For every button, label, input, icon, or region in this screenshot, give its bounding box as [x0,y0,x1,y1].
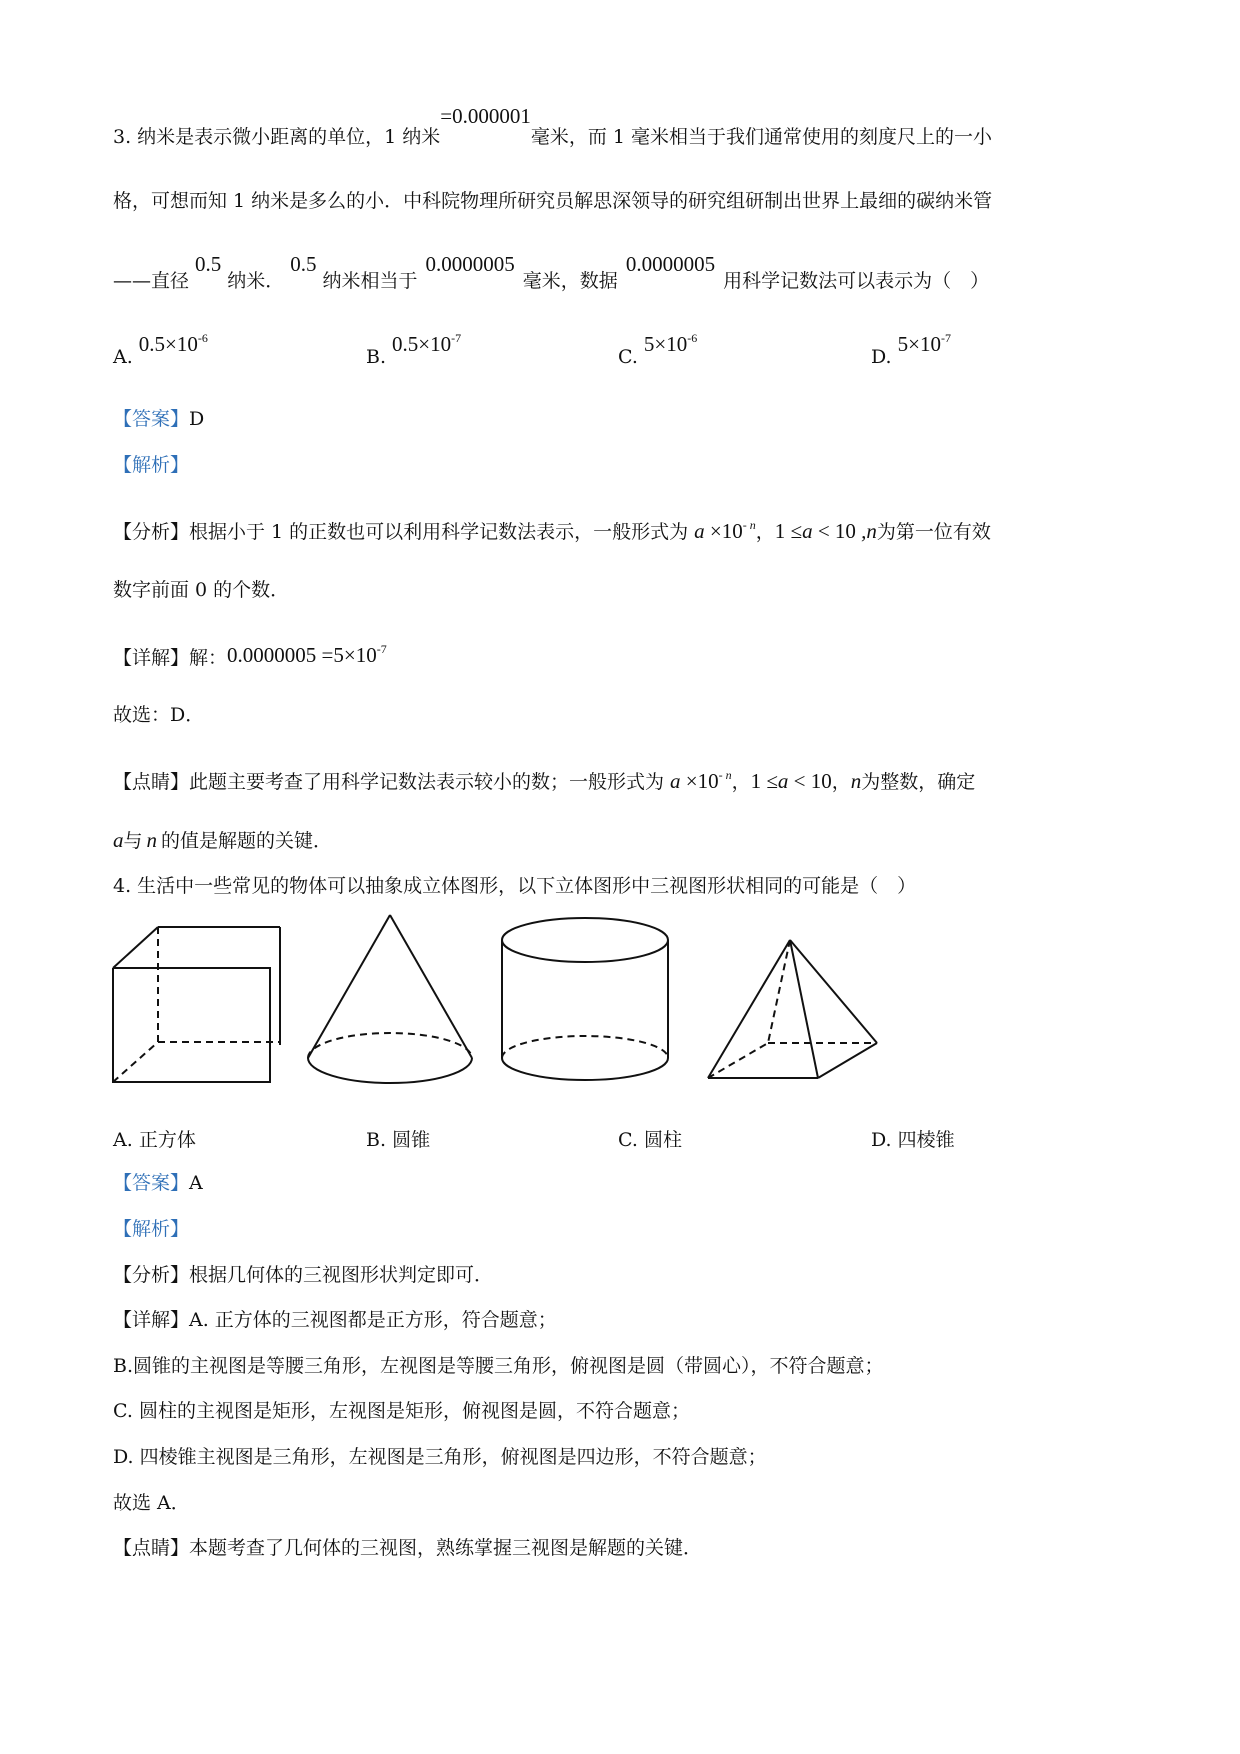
q4-option-b [366,1125,430,1152]
q3-text: 纳米相当于 [322,270,418,292]
xiangjie-math: $0.0000005 =5\times 10^{-7}$ [227,642,387,667]
q4-line-b: B.圆锥的主视图是等腰三角形，左视图是等腰三角形，俯视图是圆（带圆心），不符合题意； [113,1355,884,1377]
separator: ， [731,771,751,793]
q3-xiangjie [113,638,387,671]
cone-figure [300,910,480,1090]
q3-line-1 [113,104,993,150]
option-value: $0.5\times 10^{-6}$ [138,331,208,356]
q4-option-c [618,1125,682,1152]
q3-option-b [366,331,462,369]
var-n: n [850,769,862,793]
power-term: $\times 10^{- n}$ [680,768,732,793]
separator: ， [755,521,775,543]
fenxi-text: 【分析】根据小于 1 的正数也可以利用科学记数法表示，一般形式为 [113,521,689,543]
option-letter: C. [618,346,638,368]
q4-dianjing: 【点睛】本题考查了几何体的三视图，熟练掌握三视图是解题的关键． [113,1537,703,1559]
q4-option-a [113,1125,196,1152]
q3-dianjing-line-2 [113,827,332,854]
option-letter: D. [871,346,892,368]
q3-fenxi-line-1 [113,512,991,545]
q3-text: 用科学记数法可以表示为（ ） [723,270,990,292]
dianjing-text: 为整数，确定 [861,771,976,793]
answer-value: A [189,1172,203,1194]
dianjing-text: 与 [123,830,143,852]
q3-math-diameter-2: 0.5 [290,252,317,276]
q3-line-3 [113,252,990,294]
var-a: a [694,519,705,543]
xiangjie-text: 【详解】解： [113,647,228,669]
option-value: $0.5\times 10^{-7}$ [392,331,462,356]
q4-xiangjie: 【详解】A. 正方体的三视图都是正方形，符合题意； [113,1309,557,1331]
q3-text: 3. 纳米是表示微小距离的单位，1 纳米 [113,126,441,148]
q4-line-d: D. 四棱锥主视图是三角形，左视图是三角形，俯视图是四边形，不符合题意； [113,1446,767,1468]
option-value: $5\times 10^{-6}$ [643,331,698,356]
ineq-left: 1 ≤ [750,769,778,793]
q4-line-c: C. 圆柱的主视图是矩形，左视图是矩形，俯视图是圆，不符合题意； [113,1400,690,1422]
option-text: 圆锥 [392,1129,431,1151]
cylinder-figure [495,910,675,1090]
q3-option-a [113,331,208,369]
fenxi-text: 为第一位有效 [876,521,991,543]
q3-guxuan: 故选：D． [113,704,205,726]
dianjing-text: 【点睛】此题主要考查了用科学记数法表示较小的数；一般形式为 [113,771,665,793]
option-text: 四棱锥 [897,1129,955,1151]
ineq-right: < 10 [788,769,832,793]
var-n: n [146,828,158,852]
answer-label: 【答案】 [113,408,190,430]
q4-option-d [871,1125,955,1152]
answer-value: D [189,408,205,430]
q3-math-data: 0.0000005 [625,252,716,276]
dianjing-text: 的值是解题的关键． [161,830,333,852]
option-letter: A. [113,346,133,368]
option-text: 正方体 [138,1129,196,1151]
q3-math-value: =0.000001 [440,104,531,128]
var-a: a [113,828,124,852]
q3-line-2: 格，可想而知 1 纳米是多么的小．中科院物理所研究员解思深领导的研究组研制出世界上最细的碳纳米管 [113,190,993,212]
option-value: $5\times 10^{-7}$ [897,331,951,356]
var-a: a [777,769,789,793]
option-letter: A. [113,1129,133,1151]
pyramid-figure [700,930,890,1090]
option-letter: B. [366,1129,387,1151]
option-text: 圆柱 [643,1129,682,1151]
q3-dianjing-line-1 [113,762,975,795]
q3-text: ——直径 [113,270,190,292]
q3-option-c [618,331,698,369]
var-n: ,n [855,519,877,543]
q4-answer [113,1170,203,1196]
answer-label: 【答案】 [113,1172,190,1194]
ineq-left: 1 ≤ [774,519,803,543]
option-letter: D. [871,1129,892,1151]
var-a: a [802,519,813,543]
q3-text: 毫米，数据 [522,270,618,292]
q3-analysis-label: 【解析】 [113,454,190,476]
q3-text: 纳米． [227,270,285,292]
q4-fenxi: 【分析】根据几何体的三视图形状判定即可． [113,1264,494,1286]
option-letter: C. [618,1129,638,1151]
power-term: $\times 10^{- n}$ [704,518,756,543]
cube-figure [100,915,290,1095]
q3-option-d [871,331,951,369]
q3-math-mm: 0.0000005 [425,252,515,276]
var-a: a [670,769,681,793]
q4-guxuan: 故选 A． [113,1492,190,1514]
option-letter: B. [366,346,387,368]
ineq-right: < 10 [812,519,856,543]
q3-answer [113,406,204,432]
separator: ， [831,771,851,793]
q3-text: 毫米，而 1 毫米相当于我们通常使用的刻度尺上的一小 [530,126,993,148]
q3-math-diameter: 0.5 [195,252,222,276]
q3-fenxi-line-2: 数字前面 0 的个数． [113,579,290,601]
q4-stem: 4. 生活中一些常见的物体可以抽象成立体图形，以下立体图形中三视图形状相同的可能是（ ） [113,875,917,897]
q4-analysis-label: 【解析】 [113,1218,190,1240]
cube-front-face [113,968,270,1082]
